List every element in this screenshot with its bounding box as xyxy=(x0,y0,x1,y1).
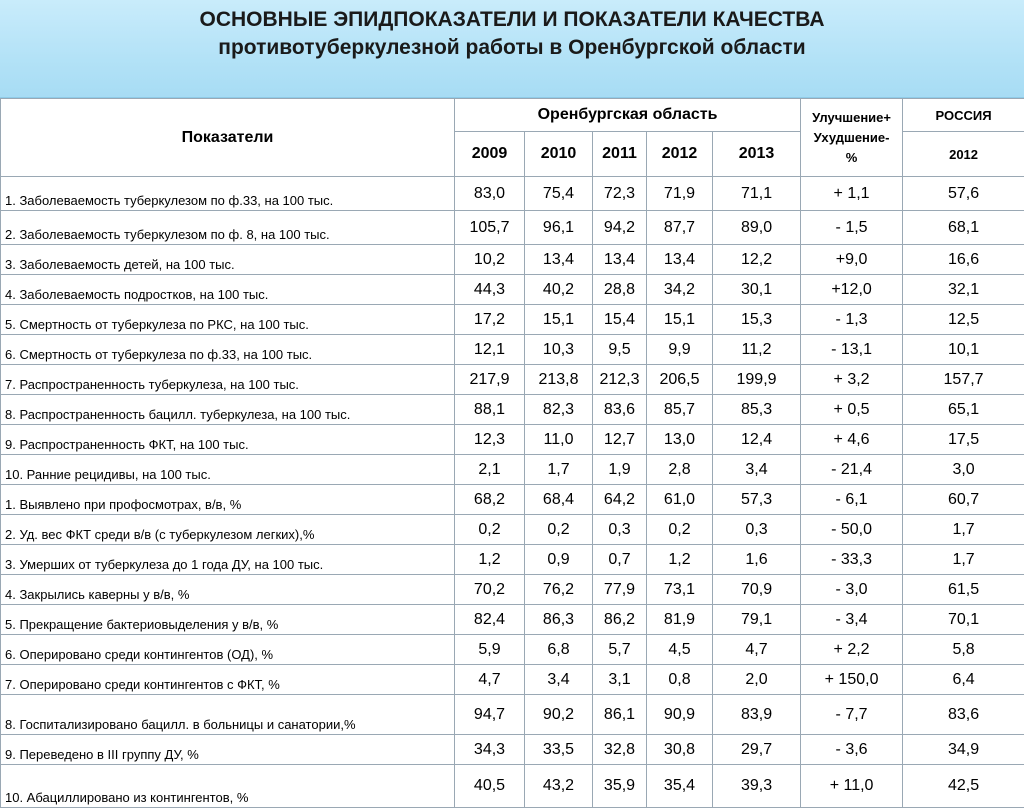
value-cell-2009: 44,3 xyxy=(455,275,525,305)
russia-cell: 12,5 xyxy=(903,305,1024,335)
value-cell-2010: 33,5 xyxy=(525,735,593,765)
value-cell-2011: 9,5 xyxy=(593,335,647,365)
value-cell-2012: 35,4 xyxy=(647,765,713,808)
value-cell-2010: 68,4 xyxy=(525,485,593,515)
value-cell-2012: 4,5 xyxy=(647,635,713,665)
value-cell-2013: 15,3 xyxy=(713,305,801,335)
value-cell-2012: 85,7 xyxy=(647,395,713,425)
year-header-2010: 2010 xyxy=(525,132,593,177)
russia-cell: 60,7 xyxy=(903,485,1024,515)
russia-cell: 65,1 xyxy=(903,395,1024,425)
value-cell-2013: 30,1 xyxy=(713,275,801,305)
change-cell: +12,0 xyxy=(801,275,903,305)
value-cell-2013: 79,1 xyxy=(713,605,801,635)
change-cell: + 2,2 xyxy=(801,635,903,665)
row-label: 2. Уд. вес ФКТ среди в/в (с туберкулезом легких),% xyxy=(1,515,455,545)
russia-cell: 61,5 xyxy=(903,575,1024,605)
table-row xyxy=(1,765,1024,808)
value-cell-2011: 212,3 xyxy=(593,365,647,395)
change-cell: - 13,1 xyxy=(801,335,903,365)
russia-cell: 68,1 xyxy=(903,211,1024,245)
value-cell-2011: 77,9 xyxy=(593,575,647,605)
value-cell-2011: 35,9 xyxy=(593,765,647,808)
value-cell-2011: 86,1 xyxy=(593,695,647,735)
change-cell: - 21,4 xyxy=(801,455,903,485)
row-label: 9. Переведено в III группу ДУ, % xyxy=(1,735,455,765)
table-row xyxy=(1,335,1024,365)
change-cell: - 1,3 xyxy=(801,305,903,335)
value-cell-2010: 96,1 xyxy=(525,211,593,245)
table-row xyxy=(1,365,1024,395)
value-cell-2010: 15,1 xyxy=(525,305,593,335)
year-header-2012: 2012 xyxy=(647,132,713,177)
row-label: 1. Выявлено при профосмотрах, в/в, % xyxy=(1,485,455,515)
table-row xyxy=(1,485,1024,515)
table-row xyxy=(1,177,1024,211)
table-row xyxy=(1,245,1024,275)
value-cell-2011: 3,1 xyxy=(593,665,647,695)
row-label: 8. Распространенность бацилл. туберкулеза, на 100 тыс. xyxy=(1,395,455,425)
value-cell-2011: 12,7 xyxy=(593,425,647,455)
value-cell-2011: 15,4 xyxy=(593,305,647,335)
row-label: 4. Заболеваемость подростков, на 100 тыс. xyxy=(1,275,455,305)
table-row xyxy=(1,665,1024,695)
table-row xyxy=(1,211,1024,245)
russia-cell: 42,5 xyxy=(903,765,1024,808)
value-cell-2010: 90,2 xyxy=(525,695,593,735)
value-cell-2009: 34,3 xyxy=(455,735,525,765)
russia-cell: 70,1 xyxy=(903,605,1024,635)
value-cell-2011: 64,2 xyxy=(593,485,647,515)
value-cell-2011: 13,4 xyxy=(593,245,647,275)
slide-header xyxy=(0,0,1024,99)
value-cell-2009: 82,4 xyxy=(455,605,525,635)
value-cell-2010: 76,2 xyxy=(525,575,593,605)
table-row xyxy=(1,425,1024,455)
change-cell: - 50,0 xyxy=(801,515,903,545)
value-cell-2010: 1,7 xyxy=(525,455,593,485)
row-label: 1. Заболеваемость туберкулезом по ф.33, на 100 тыс. xyxy=(1,177,455,211)
value-cell-2012: 34,2 xyxy=(647,275,713,305)
change-cell: +9,0 xyxy=(801,245,903,275)
value-cell-2013: 71,1 xyxy=(713,177,801,211)
value-cell-2010: 40,2 xyxy=(525,275,593,305)
value-cell-2013: 199,9 xyxy=(713,365,801,395)
value-cell-2009: 94,7 xyxy=(455,695,525,735)
russia-cell: 17,5 xyxy=(903,425,1024,455)
value-cell-2013: 12,2 xyxy=(713,245,801,275)
value-cell-2013: 3,4 xyxy=(713,455,801,485)
value-cell-2012: 0,8 xyxy=(647,665,713,695)
russia-cell: 6,4 xyxy=(903,665,1024,695)
value-cell-2013: 89,0 xyxy=(713,211,801,245)
table-row xyxy=(1,455,1024,485)
russia-column-header: РОССИЯ xyxy=(903,99,1024,132)
value-cell-2009: 70,2 xyxy=(455,575,525,605)
change-cell: + 1,1 xyxy=(801,177,903,211)
change-cell: + 11,0 xyxy=(801,765,903,808)
russia-cell: 32,1 xyxy=(903,275,1024,305)
value-cell-2010: 0,2 xyxy=(525,515,593,545)
row-label: 5. Смертность от туберкулеза по РКС, на 100 тыс. xyxy=(1,305,455,335)
year-header-2013: 2013 xyxy=(713,132,801,177)
value-cell-2012: 13,0 xyxy=(647,425,713,455)
value-cell-2009: 17,2 xyxy=(455,305,525,335)
value-cell-2009: 1,2 xyxy=(455,545,525,575)
change-cell: + 4,6 xyxy=(801,425,903,455)
value-cell-2012: 1,2 xyxy=(647,545,713,575)
russia-cell: 157,7 xyxy=(903,365,1024,395)
value-cell-2011: 28,8 xyxy=(593,275,647,305)
value-cell-2012: 2,8 xyxy=(647,455,713,485)
row-label: 6. Смертность от туберкулеза по ф.33, на 100 тыс. xyxy=(1,335,455,365)
value-cell-2012: 0,2 xyxy=(647,515,713,545)
value-cell-2010: 43,2 xyxy=(525,765,593,808)
row-label: 2. Заболеваемость туберкулезом по ф. 8, на 100 тыс. xyxy=(1,211,455,245)
change-cell: + 0,5 xyxy=(801,395,903,425)
russia-cell: 1,7 xyxy=(903,545,1024,575)
value-cell-2011: 72,3 xyxy=(593,177,647,211)
value-cell-2009: 12,3 xyxy=(455,425,525,455)
value-cell-2012: 90,9 xyxy=(647,695,713,735)
value-cell-2009: 10,2 xyxy=(455,245,525,275)
value-cell-2013: 0,3 xyxy=(713,515,801,545)
change-cell: - 3,4 xyxy=(801,605,903,635)
value-cell-2013: 57,3 xyxy=(713,485,801,515)
row-label: 6. Оперировано среди контингентов (ОД), % xyxy=(1,635,455,665)
table-body xyxy=(1,177,1024,808)
row-label: 4. Закрылись каверны у в/в, % xyxy=(1,575,455,605)
slide-title-line1: ОСНОВНЫЕ ЭПИДПОКАЗАТЕЛИ И ПОКАЗАТЕЛИ КАЧЕСТВА xyxy=(0,8,1024,32)
value-cell-2010: 13,4 xyxy=(525,245,593,275)
value-cell-2012: 15,1 xyxy=(647,305,713,335)
change-header-line3: % xyxy=(801,148,902,168)
value-cell-2011: 5,7 xyxy=(593,635,647,665)
change-header-line1: Улучшение+ xyxy=(801,108,902,128)
value-cell-2009: 83,0 xyxy=(455,177,525,211)
russia-cell: 3,0 xyxy=(903,455,1024,485)
table-row xyxy=(1,695,1024,735)
value-cell-2009: 4,7 xyxy=(455,665,525,695)
russia-cell: 1,7 xyxy=(903,515,1024,545)
value-cell-2010: 86,3 xyxy=(525,605,593,635)
table-row xyxy=(1,735,1024,765)
value-cell-2010: 82,3 xyxy=(525,395,593,425)
value-cell-2010: 10,3 xyxy=(525,335,593,365)
value-cell-2010: 3,4 xyxy=(525,665,593,695)
russia-cell: 57,6 xyxy=(903,177,1024,211)
slide-title-line2: противотуберкулезной работы в Оренбургской области xyxy=(0,36,1024,60)
indicator-column-header: Показатели xyxy=(1,99,455,177)
value-cell-2013: 29,7 xyxy=(713,735,801,765)
table-row xyxy=(1,605,1024,635)
value-cell-2011: 0,7 xyxy=(593,545,647,575)
value-cell-2010: 0,9 xyxy=(525,545,593,575)
value-cell-2011: 86,2 xyxy=(593,605,647,635)
row-label: 9. Распространенность ФКТ, на 100 тыс. xyxy=(1,425,455,455)
russia-cell: 5,8 xyxy=(903,635,1024,665)
table-row xyxy=(1,545,1024,575)
value-cell-2013: 4,7 xyxy=(713,635,801,665)
value-cell-2010: 11,0 xyxy=(525,425,593,455)
change-cell: - 33,3 xyxy=(801,545,903,575)
region-column-header: Оренбургская область xyxy=(455,99,801,132)
russia-cell: 16,6 xyxy=(903,245,1024,275)
table-row xyxy=(1,305,1024,335)
value-cell-2010: 6,8 xyxy=(525,635,593,665)
table-row xyxy=(1,635,1024,665)
change-cell: - 7,7 xyxy=(801,695,903,735)
year-header-2009: 2009 xyxy=(455,132,525,177)
value-cell-2009: 68,2 xyxy=(455,485,525,515)
change-cell: - 1,5 xyxy=(801,211,903,245)
russia-cell: 10,1 xyxy=(903,335,1024,365)
value-cell-2013: 85,3 xyxy=(713,395,801,425)
russia-cell: 34,9 xyxy=(903,735,1024,765)
change-cell: - 6,1 xyxy=(801,485,903,515)
value-cell-2009: 40,5 xyxy=(455,765,525,808)
row-label: 10. Ранние рецидивы, на 100 тыс. xyxy=(1,455,455,485)
value-cell-2011: 1,9 xyxy=(593,455,647,485)
value-cell-2012: 71,9 xyxy=(647,177,713,211)
value-cell-2011: 83,6 xyxy=(593,395,647,425)
value-cell-2009: 0,2 xyxy=(455,515,525,545)
value-cell-2009: 217,9 xyxy=(455,365,525,395)
row-label: 5. Прекращение бактериовыделения у в/в, % xyxy=(1,605,455,635)
row-label: 8. Госпитализировано бацилл. в больницы и санатории,% xyxy=(1,695,455,735)
row-label: 3. Умерших от туберкулеза до 1 года ДУ, на 100 тыс. xyxy=(1,545,455,575)
value-cell-2012: 81,9 xyxy=(647,605,713,635)
value-cell-2013: 70,9 xyxy=(713,575,801,605)
value-cell-2009: 5,9 xyxy=(455,635,525,665)
value-cell-2013: 12,4 xyxy=(713,425,801,455)
value-cell-2009: 12,1 xyxy=(455,335,525,365)
value-cell-2013: 11,2 xyxy=(713,335,801,365)
value-cell-2009: 88,1 xyxy=(455,395,525,425)
value-cell-2009: 2,1 xyxy=(455,455,525,485)
value-cell-2012: 206,5 xyxy=(647,365,713,395)
value-cell-2011: 94,2 xyxy=(593,211,647,245)
table-row xyxy=(1,395,1024,425)
row-label: 7. Оперировано среди контингентов с ФКТ, % xyxy=(1,665,455,695)
value-cell-2013: 83,9 xyxy=(713,695,801,735)
russia-cell: 83,6 xyxy=(903,695,1024,735)
change-column-header xyxy=(801,99,903,177)
value-cell-2012: 30,8 xyxy=(647,735,713,765)
change-cell: - 3,0 xyxy=(801,575,903,605)
change-header-line2: Ухудшение- xyxy=(801,128,902,148)
value-cell-2012: 13,4 xyxy=(647,245,713,275)
year-header-2011: 2011 xyxy=(593,132,647,177)
row-label: 10. Абациллировано из контингентов, % xyxy=(1,765,455,808)
russia-year-header: 2012 xyxy=(903,132,1024,177)
value-cell-2010: 75,4 xyxy=(525,177,593,211)
table-row xyxy=(1,575,1024,605)
value-cell-2011: 0,3 xyxy=(593,515,647,545)
change-cell: + 3,2 xyxy=(801,365,903,395)
table-row xyxy=(1,515,1024,545)
value-cell-2012: 87,7 xyxy=(647,211,713,245)
change-cell: + 150,0 xyxy=(801,665,903,695)
value-cell-2011: 32,8 xyxy=(593,735,647,765)
row-label: 3. Заболеваемость детей, на 100 тыс. xyxy=(1,245,455,275)
value-cell-2013: 1,6 xyxy=(713,545,801,575)
change-cell: - 3,6 xyxy=(801,735,903,765)
row-label: 7. Распространенность туберкулеза, на 100 тыс. xyxy=(1,365,455,395)
value-cell-2013: 39,3 xyxy=(713,765,801,808)
value-cell-2010: 213,8 xyxy=(525,365,593,395)
value-cell-2012: 9,9 xyxy=(647,335,713,365)
table-row xyxy=(1,275,1024,305)
value-cell-2012: 73,1 xyxy=(647,575,713,605)
value-cell-2013: 2,0 xyxy=(713,665,801,695)
value-cell-2012: 61,0 xyxy=(647,485,713,515)
indicators-table xyxy=(0,98,1024,808)
value-cell-2009: 105,7 xyxy=(455,211,525,245)
